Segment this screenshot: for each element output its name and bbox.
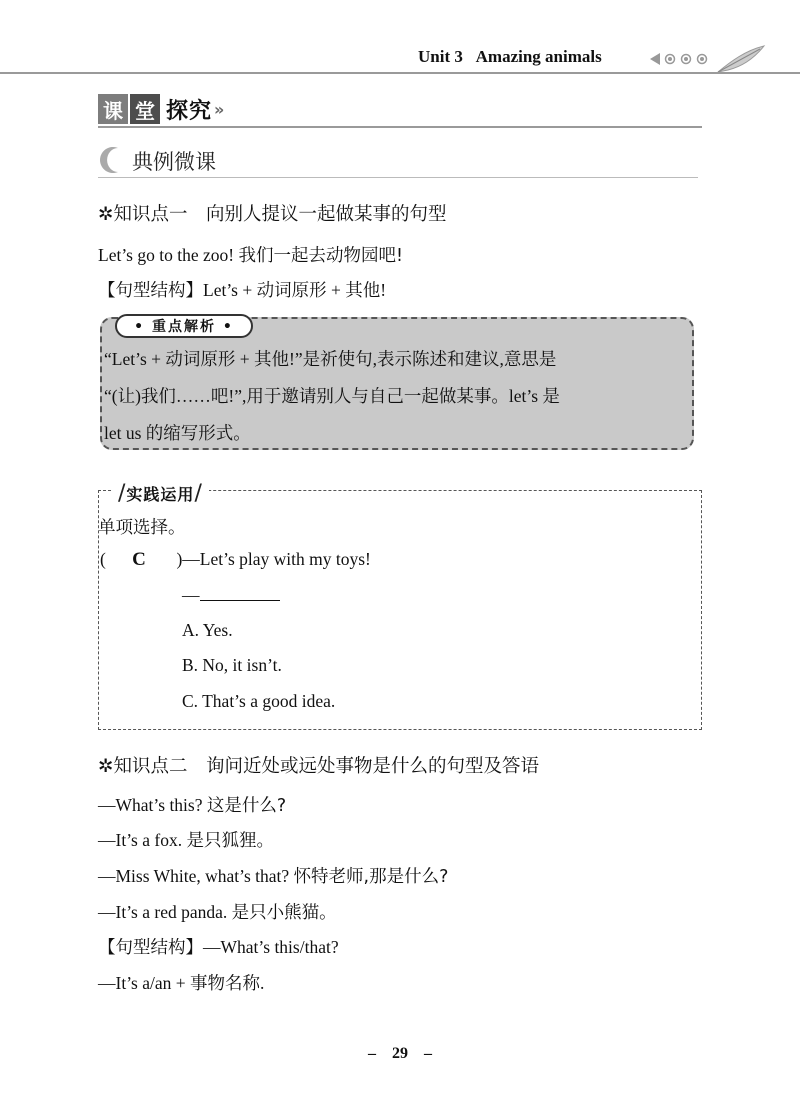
key-analysis-label: • 重点解析 •	[115, 314, 253, 338]
example-sentence	[98, 242, 403, 267]
dialogue-english: —It’s a fox.	[98, 830, 183, 850]
dialogue-english: —Miss White, what’s that?	[98, 866, 290, 886]
answer-blank	[200, 586, 280, 601]
key-analysis-line: “(让)我们……吧!”,用于邀请别人与自己一起做某事。let’s 是	[104, 386, 560, 406]
practice-label: /实践运用/	[112, 481, 209, 506]
unit-title: Amazing animals	[475, 47, 602, 66]
section-rule	[98, 126, 702, 128]
knowledge-point-title: 知识点一 向别人提议一起做某事的句型	[113, 204, 447, 225]
section-title	[98, 92, 224, 126]
example-chinese: 我们一起去动物园吧!	[238, 246, 403, 266]
structure-text: Let’s + 动词原形 + 其他!	[203, 280, 387, 300]
dialogue-english: —What’s this?	[98, 795, 203, 815]
double-chevron-icon: »	[214, 99, 225, 119]
option-c: C. That’s a good idea.	[182, 691, 336, 711]
dialogue-line	[98, 792, 286, 817]
dialogue-english: —It’s a red panda.	[98, 902, 228, 922]
knowledge-point-1-heading	[98, 200, 447, 226]
feather-ornament-icon	[648, 44, 768, 74]
paren-open: (	[100, 549, 106, 569]
section-title-rest: 探究	[166, 98, 213, 124]
dialogue-chinese: 这是什么?	[206, 796, 287, 816]
subsection-rule	[98, 177, 698, 178]
dialogue-line	[98, 827, 274, 852]
structure-label: 【句型结构】	[98, 938, 203, 958]
page-number: – 29 –	[367, 1045, 432, 1062]
dialogue-chinese: 怀特老师,那是什么?	[293, 867, 449, 887]
key-analysis-line: “Let’s + 动词原形 + 其他!”是祈使句,表示陈述和建议,意思是	[104, 349, 557, 369]
example-english: Let’s go to the zoo!	[98, 245, 235, 265]
header-rule	[0, 72, 800, 74]
structure-answer: —It’s a/an + 事物名称.	[98, 973, 265, 993]
answer-mark: C	[132, 549, 146, 570]
structure-text: —What’s this/that?	[203, 937, 339, 957]
question-row	[100, 549, 371, 571]
dialogue-line	[98, 899, 337, 924]
practice-instruction: 单项选择。	[98, 518, 186, 538]
running-header	[418, 47, 602, 67]
sentence-structure	[98, 277, 386, 302]
section-title-char: 堂	[130, 94, 160, 124]
asterisk-icon: ✲	[98, 204, 114, 225]
subsection-title: 典例微课	[132, 150, 216, 174]
section-title-char: 课	[98, 94, 128, 124]
option-b: B. No, it isn’t.	[182, 655, 282, 675]
option-a: A. Yes.	[182, 620, 233, 640]
knowledge-point-2-heading	[98, 752, 539, 778]
structure-label: 【句型结构】	[98, 281, 203, 301]
sentence-structure	[98, 934, 339, 959]
unit-number: Unit 3	[418, 47, 463, 66]
knowledge-point-title: 知识点二 询问近处或远处事物是什么的句型及答语	[113, 756, 540, 777]
asterisk-icon: ✲	[98, 756, 114, 777]
key-analysis-line: let us 的缩写形式。	[104, 423, 251, 443]
dialogue-chinese: 是只小熊猫。	[231, 903, 337, 923]
crescent-icon	[98, 146, 122, 174]
paren-close: )	[176, 549, 183, 569]
dialogue-line	[98, 863, 448, 888]
practice-label-text: 实践运用	[126, 485, 195, 504]
reply-dash: —	[182, 585, 200, 605]
question-text: —Let’s play with my toys!	[182, 549, 371, 569]
reply-blank-row	[182, 585, 280, 606]
dialogue-chinese: 是只狐狸。	[186, 831, 274, 851]
